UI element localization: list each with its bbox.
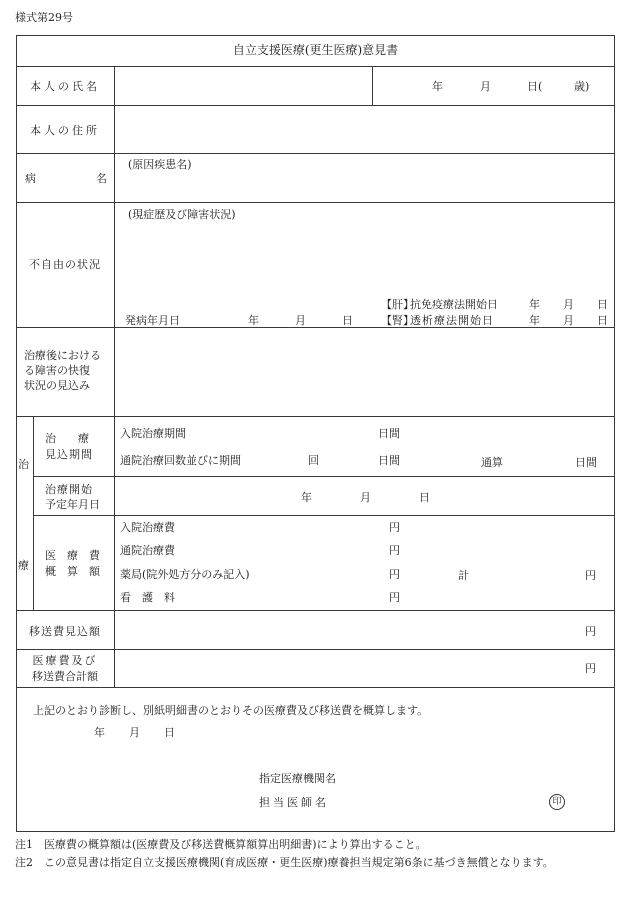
- onset-day: 日: [342, 314, 353, 327]
- period-label-2: 見込期間: [45, 448, 93, 461]
- start-label-1: 治療開始: [45, 483, 93, 496]
- birth-month-label: 月: [480, 80, 491, 93]
- cost-item-unit: 円: [389, 591, 400, 604]
- cost-item-unit: 円: [389, 544, 400, 557]
- statement-month: 月: [129, 726, 140, 739]
- period-total-unit: 日間: [575, 456, 597, 469]
- row-line: [16, 416, 615, 417]
- outpatient-period-label: 通院治療回数並びに期間: [120, 454, 241, 467]
- liver-month: 月: [563, 298, 574, 311]
- grand-total-field[interactable]: [114, 649, 614, 687]
- liver-day: 日: [597, 298, 608, 311]
- kidney-label: 透析療法開始日: [410, 314, 494, 327]
- institution-field[interactable]: [360, 768, 580, 786]
- date-divider-line: [372, 66, 373, 106]
- note-1-text: 医療費の概算額は(医療費及び移送費概算額算出明細書)により算出すること。: [44, 838, 427, 851]
- disease-note: (原因疾患名): [128, 158, 192, 171]
- cost-label-2: 概 算 額: [45, 565, 100, 578]
- kidney-month: 月: [563, 314, 574, 327]
- frame-bottom: [16, 831, 615, 832]
- outpatient-days-unit: 日間: [378, 454, 400, 467]
- grand-total-unit: 円: [585, 662, 596, 675]
- doctor-label: 担当医師名: [259, 796, 329, 809]
- kidney-tag: 【腎】: [381, 314, 414, 327]
- inpatient-period-unit: 日間: [378, 427, 400, 440]
- statement-text: 上記のとおり診断し、別紙明細書のとおりその医療費及び移送費を概算します。: [33, 704, 429, 717]
- birth-year-label: 年: [432, 80, 443, 93]
- kidney-year: 年: [529, 314, 540, 327]
- cost-item-label: 看 護 料: [120, 591, 175, 604]
- disease-label-1: 病: [25, 172, 36, 185]
- note-2-text: この意見書は指定自立支援医療機関(育成医療・更生医療)療養担当規定第6条に基づき無償となります。: [44, 856, 554, 869]
- institution-label: 指定医療機関名: [259, 772, 336, 785]
- note-1-mark: 注1: [15, 838, 33, 851]
- cost-total-unit: 円: [585, 569, 596, 582]
- prognosis-label-line-1: 治療後における: [24, 349, 101, 362]
- frame-top: [16, 35, 615, 36]
- cost-item-unit: 円: [389, 568, 400, 581]
- treatment-group-line: [33, 416, 34, 611]
- onset-year: 年: [248, 314, 259, 327]
- cost-item-label: 入院治療費: [120, 521, 175, 534]
- treatment-group-char-2: 療: [18, 559, 29, 572]
- prognosis-label-line-2: る障害の快復: [24, 364, 90, 377]
- cost-total-label: 計: [458, 569, 469, 582]
- frame-left: [16, 35, 17, 832]
- liver-year: 年: [529, 298, 540, 311]
- birth-day-label: 日(: [527, 80, 543, 93]
- start-month: 月: [360, 491, 371, 504]
- onset-month: 月: [295, 314, 306, 327]
- inpatient-period-label: 入院治療期間: [120, 427, 186, 440]
- form-number: 様式第29号: [15, 11, 73, 24]
- note-2-mark: 注2: [15, 856, 33, 869]
- liver-tag: 【肝】: [381, 298, 414, 311]
- grand-total-label-2: 移送費合計額: [32, 670, 98, 683]
- age-label: 歳): [574, 80, 590, 93]
- form-title: 自立支援医療(更生医療)意見書: [232, 43, 399, 57]
- grand-total-label-1: 医療費及び: [32, 654, 98, 667]
- disease-field[interactable]: [114, 153, 614, 202]
- start-day: 日: [419, 491, 430, 504]
- name-field[interactable]: [114, 66, 372, 105]
- disability-label: 不自由の状況: [29, 258, 101, 271]
- seal-icon: 印: [549, 794, 565, 810]
- transport-field[interactable]: [114, 610, 614, 649]
- cost-label-1: 医 療 費: [45, 549, 100, 562]
- disease-label-2: 名: [96, 172, 107, 185]
- disability-field[interactable]: [114, 202, 614, 296]
- cost-item-label: 薬局(院外処方分のみ記入): [120, 568, 250, 581]
- period-total-label: 通算: [481, 456, 503, 469]
- statement-day: 日: [164, 726, 175, 739]
- transport-unit: 円: [585, 625, 596, 638]
- disability-note: (現症歴及び障害状況): [128, 208, 236, 221]
- cost-item-label: 通院治療費: [120, 544, 175, 557]
- row-line: [33, 476, 615, 477]
- onset-label: 発病年月日: [125, 314, 180, 327]
- treatment-group-char-1: 治: [18, 458, 29, 471]
- cost-item-unit: 円: [389, 521, 400, 534]
- frame-right: [614, 35, 615, 832]
- row-line: [33, 515, 615, 516]
- start-label-2: 予定年月日: [45, 498, 100, 511]
- liver-label: 抗免疫療法開始日: [410, 298, 498, 311]
- row-line: [16, 687, 615, 688]
- name-label: 本人の氏名: [30, 80, 100, 93]
- prognosis-label-line-3: 状況の見込み: [24, 379, 90, 392]
- statement-year: 年: [94, 726, 105, 739]
- start-year: 年: [301, 491, 312, 504]
- doctor-field[interactable]: [360, 792, 540, 810]
- period-label-1: 治 療: [45, 432, 89, 445]
- outpatient-count-unit: 回: [308, 454, 319, 467]
- prognosis-field[interactable]: [114, 327, 614, 416]
- address-field[interactable]: [114, 105, 614, 153]
- address-label: 本人の住所: [30, 124, 100, 137]
- transport-label: 移送費見込額: [29, 625, 101, 638]
- kidney-day: 日: [597, 314, 608, 327]
